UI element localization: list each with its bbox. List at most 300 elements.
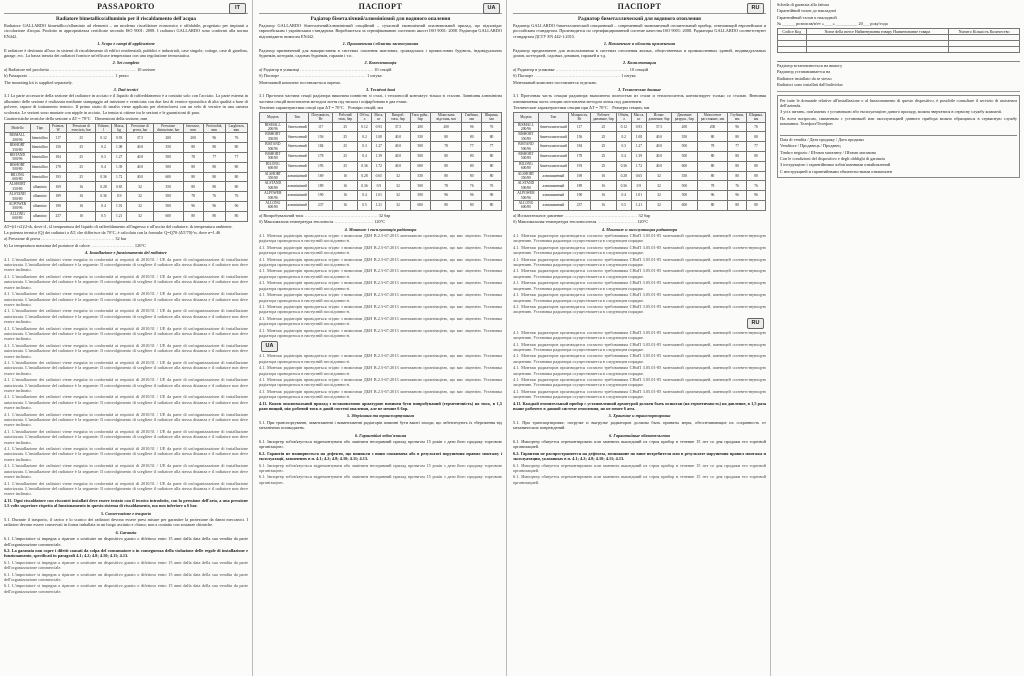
page-title-it: PASSAPORTO: [97, 2, 155, 11]
table-cell: 1.27: [372, 142, 386, 152]
table-cell: 1.21: [372, 201, 386, 211]
section-text: 5.1. При транспортуванні, завантаженні і вивантаженні радіаторів повинні бути вжиті заходи, що забезпечують їх збереження від механічних пошкоджень.: [259, 419, 502, 431]
kit-note: The mounting kit is supplied separately.: [4, 79, 73, 85]
table-cell: BISHORT 500/80: [260, 151, 287, 161]
table-row: [514, 132, 766, 142]
table-cell: 200: [153, 133, 183, 143]
kit-note: Монтажний комплект поставляється окремо.: [259, 79, 342, 85]
table-cell: биметаллический: [538, 161, 568, 171]
table-cell: 600: [672, 201, 698, 211]
section-heading: 6. Garanzia: [115, 529, 137, 535]
table-cell: 32: [646, 191, 671, 201]
language-badge-ua-2: UA: [261, 341, 278, 352]
table-cell: 25: [333, 132, 357, 142]
table-cell: 80: [747, 201, 766, 211]
language-badge-ru-2: RU: [747, 318, 764, 329]
table-cell: 117: [308, 122, 333, 132]
table-header-cell: Profondità, mm: [203, 123, 225, 133]
table-row: [514, 171, 766, 181]
section-heading: 2. Комплектація: [364, 60, 397, 66]
table-header-cell: Міжосьова відстань, мм: [430, 112, 461, 122]
table-cell: 0.28: [616, 171, 631, 181]
table-cell: 117: [568, 122, 590, 132]
table-cell: 80: [482, 201, 502, 211]
table-cell: 16: [333, 171, 357, 181]
table-cell: 0.36: [96, 172, 112, 182]
table-cell: 16: [67, 202, 96, 212]
table-cell: 178: [49, 162, 66, 172]
table-cell: 77: [747, 142, 766, 152]
table-cell: 78: [697, 142, 728, 152]
table-cell: 0.2: [616, 132, 631, 142]
table-cell: 80: [697, 171, 728, 181]
table-cell: 1.08: [372, 132, 386, 142]
signature-line: Venditore / Продавець / Продавец: [780, 143, 841, 149]
table-cell: 1.21: [112, 211, 127, 221]
table-caption: Технические характеристики секции при ΔT = 70°C Размеры секции, мм: [513, 105, 650, 111]
table-header-cell: Глубина, мм: [728, 112, 747, 122]
table-cell: ALSTAND 500/80: [260, 181, 287, 191]
table-cell: біметалевий: [286, 132, 308, 142]
table-cell: 16: [591, 171, 617, 181]
table-header-cell: Объём, л: [616, 112, 631, 122]
section-text: 6.1. Імпортер зобов'язується відремонтувати або замінити несправний прилад протягом 15 років з дати його продажу торговою організацією.: [259, 439, 502, 450]
table-cell: 184: [49, 152, 66, 162]
signature-line: Data di vendita / Дата продажу / Дата продажи: [780, 136, 864, 142]
table-cell: 200: [672, 122, 698, 132]
table-cell: 77: [728, 142, 747, 152]
table-cell: 16: [591, 191, 617, 201]
section-heading: 1. Scopo e campi di applicazione: [97, 41, 155, 47]
table-cell: 0.4: [96, 202, 112, 212]
table-header-cell: Massa, kg: [112, 123, 127, 133]
table-row: [5, 133, 248, 143]
pressure-line: б) Максимальная температура теплоносителя ……………………… 120°С: [513, 219, 649, 225]
table-cell: 200: [697, 122, 728, 132]
table-cell: 350: [410, 132, 430, 142]
table-cell: 76: [462, 181, 482, 191]
table-cell: 40.0: [386, 161, 410, 171]
formula-text: La potenza termica (Q) dei radiatori a ΔT, che differisce da 70°C, è calcolata con la formula: Q=Q70·(ΔT/70)^n, dove n=1.46: [4, 230, 221, 236]
table-cell: 0.4: [616, 191, 631, 201]
table-cell: 16: [333, 191, 357, 201]
acknowledgement-line: С инструкцией и гарантийными обязательствами ознакомлен: [780, 168, 893, 174]
section-heading: 4. Монтаж и эксплуатация радиатора: [601, 226, 678, 232]
table-row: [5, 143, 248, 153]
table-cell: 80: [183, 172, 203, 182]
table-cell: 78: [430, 181, 461, 191]
table-header-cell: Ширина, мм: [482, 112, 502, 122]
section-text: Il radiatore è destinato all'uso in sistemi di riscaldamento di edifici residenziali, pubblici e industriali, case singole, cottage, case di giardino, garage, ecc. La bassa inerzia dei radiatori fornisce un'efficace temperatura con una regolazione termostatica.: [4, 47, 248, 59]
table-header-cell: Модель: [514, 112, 539, 122]
table-cell: 500: [672, 181, 698, 191]
table-row: [5, 211, 248, 221]
section-heading: 2. Комплектация: [622, 60, 657, 66]
kit-line: b) Passaporto …………………………………………………… 1 pezzo: [4, 73, 129, 79]
table-cell: 1.21: [631, 201, 646, 211]
table-cell: BILONG 600/80: [5, 172, 31, 182]
table-cell: ALSHORT 350/80: [514, 171, 539, 181]
table-header-cell: Межосевое расстояние, мм: [697, 112, 728, 122]
table-cell: 40.0: [127, 172, 153, 182]
table-cell: 0.65: [372, 171, 386, 181]
table-cell: 80: [747, 161, 766, 171]
table-cell: 96: [203, 133, 225, 143]
table-cell: біметалевий: [286, 161, 308, 171]
table-cell: 500: [410, 191, 430, 201]
table-cell: 25: [333, 142, 357, 152]
table-cell: 16: [333, 201, 357, 211]
table-cell: 1.72: [372, 161, 386, 171]
table-cell: 0.93: [631, 122, 646, 132]
table-cell: 25: [333, 122, 357, 132]
table-row: [260, 161, 502, 171]
table-row: [5, 202, 248, 212]
table-cell: 96: [482, 191, 502, 201]
subtitle-ru: Радиатор биметаллический для водяного отопления: [578, 16, 701, 22]
table-cell: 0.36: [96, 192, 112, 202]
table-row: [5, 192, 248, 202]
kit-line: a) Radiatore nel pacchetto …………………………………………………… 10 sezione: [4, 66, 156, 72]
table-cell: 1.39: [372, 151, 386, 161]
section-heading: 4. Монтаж і експлуатація радіатора: [344, 226, 417, 232]
table-cell: алюмінієвий: [286, 201, 308, 211]
table-cell: 76: [225, 192, 247, 202]
table-cell: алюминиевый: [538, 201, 568, 211]
kit-note: Монтажный комплект поставляется отдельно.: [513, 79, 598, 85]
section-heading: 6. Гарантийные обязательства: [609, 432, 670, 438]
table-cell: 0.12: [616, 122, 631, 132]
table-cell: 500: [672, 191, 698, 201]
table-cell: 0.36: [357, 161, 371, 171]
important-note: 6.2. La garanzia non copre i difetti causati da colpa del consumatore o in conseguenza della violazione delle regole di installazione e funzionamento, specificati in paragrafi 4.1; 4.2; 4.8; 4.10; 4.11; 4.13.: [4, 547, 248, 559]
table-cell: bimetallico: [30, 162, 49, 172]
table-cell: 76: [482, 122, 502, 132]
table-cell: 40.0: [386, 142, 410, 152]
table-cell: 40.0: [646, 132, 671, 142]
table-cell: ALSTAND 500/80: [5, 192, 31, 202]
table-cell: 156: [49, 143, 66, 153]
table-cell: 32: [646, 201, 671, 211]
table-cell: BILONG 600/80: [514, 161, 539, 171]
table-cell: 25: [67, 143, 96, 153]
table-cell: 0.3: [616, 142, 631, 152]
table-cell: 80: [225, 182, 247, 192]
table-header-cell: Об'єм, л: [357, 112, 371, 122]
table-header-cell: Pressione distruzione, bar: [153, 123, 183, 133]
kit-line: б) Паспорт …………………………………………………… 1 штука: [259, 73, 382, 79]
table-cell: 600: [672, 161, 698, 171]
table-cell: 500: [410, 151, 430, 161]
pressure-line: а) Испытательное давление …………………………………………… 32 бар: [513, 212, 651, 218]
table-cell: 32: [386, 171, 410, 181]
table-cell: 37.5: [646, 122, 671, 132]
table-header-cell: Испыт. давление, бар: [646, 112, 671, 122]
table-cell: BISHORT 500/80: [5, 162, 31, 172]
table-header-cell: Глибина, мм: [462, 112, 482, 122]
table-row: [260, 201, 502, 211]
pressure-line: b) La temperatura massima del portatore di calore ………………………… 120°C: [4, 242, 146, 248]
important-note: 4.11. Кожен опалювальний прилад з встановленою арматурою повинен бути випробуваний (герметичність) на тиск, в 1,5 рази вищий, ніж робочий тиск в даній системі опалення, але не менше 6 бар.: [259, 400, 502, 411]
table-header-cell: Потужність, Вт: [308, 112, 333, 122]
table-cell: bimetallico: [30, 133, 49, 143]
table-cell: 78: [183, 152, 203, 162]
section-text: 3.1 Проточна частина секції радіатора виконана повністю зі сталі, і теплоносій контактує тільки зі сталлю. Зовнішня алюмінієва частина секцій виготовлена методом лиття під тиском і пофарбована в два етапи.: [259, 93, 502, 104]
table-row: [5, 182, 248, 192]
table-cell: 190: [568, 191, 590, 201]
table-cell: 0.2: [96, 143, 112, 153]
table-cell: BILONG 600/80: [260, 161, 287, 171]
table-cell: 189: [49, 192, 66, 202]
table-cell: alluminio: [30, 202, 49, 212]
table-cell: 169: [308, 171, 333, 181]
table-cell: алюмінієвий: [286, 191, 308, 201]
passport-russian: ПАСПОРТ RU Радиатор биметаллический для водяного отопления Радиатор GALLARDO биметаллический секционный – современный экономичный отопительный прибор, отвечающий европейским и российским стандартам. Производится по сертифицированной системе качества ISO 9001: 2008. Радиаторы GALLARDO соответствуют стандартам ДСТУ ЕN 442-1:2015. 1. Назначение и область применения Радиатор предназначен для использования в системах отопления жилых, общественных и промышленных зданий, индивидуальных домов, коттеджей, садовых домиков, гаражей и т.д. 2. Комплектация а) Радиатор в упаковке …………………………………………… 10 секций б) Паспорт …………………………………………………… 1 штука Монтажный комплект поставляется отдельно. 3. Технические данные 3.1 Проточная часть секции радиатора выполнена полностью из стали и теплоноситель контактирует только со сталью. Внешняя алюминиевая часть секции изготовлена методом литья под давлением. Технические характеристики секции при ΔT = 70°C Размеры секции, мм Модель Тип Мощность, Вт Рабочее давление, бар Объём, л Масса, кг Испыт. давление, бар Давление разруш., бар Межосевое расстояние, мм Глубина, мм Ширина, мм BISMALL 200/96 биметаллический 117 25 0.12 0.93 37.5 200 200 96 76 BISHORT 350/80 биметаллический 156 25 0.2 1.08 40.0 350 80 80 80 BISTAND 500/96 биметаллический 184 25 0.3 1.27 40.0 500 78 77 77 BISHORT 500/80 биметаллический 178 25 0.4 1.39 40.0 500 80 80 80 BILONG 600/80 биметаллический 193 25 0.36 1.72 40.0 600 80 80 80 ALSHORT 350/80 алюминиевый 169 16 0.28 0.65 32 350 80 80 80 ALSTAND 500/80 алюминиевый 189 16 0.36 0.9 32 500 78 76 76 ALPOWER 500/96 алюминиевый 190 16 0.4 1.01 32 500 96 96 96 ALLONG 600/80 алюминиевый 237 16 0.5 1.21 32 600 80 80 80 а) Испытательное давление …………………………………………… 32 бар б) Максимальная температура теплоносителя ……………………… 120°С 4. Монтаж и эксплуатация радиатора 4.1. Монтаж радиаторов производится согласно требованиям СНиП 3.05.01-85 монтажной организацией, имеющей соответствующую лицензию. Установка радиатора осуществляется в следующем порядке. 4.1. Монтаж радиаторов производится согласно требованиям СНиП 3.05.01-85 монтажной организацией, имеющей соответствующую лицензию. Установка радиатора осуществляется в следующем порядке. 4.1. Монтаж радиаторов производится согласно требованиям СНиП 3.05.01-85 монтажной организацией, имеющей соответствующую лицензию. Установка радиатора осуществляется в следующем порядке. 4.1. Монтаж радиаторов производится согласно требованиям СНиП 3.05.01-85 монтажной организацией, имеющей соответствующую лицензию. Установка радиатора осуществляется в следующем порядке. 4.1. Монтаж радиаторов производится согласно требованиям СНиП 3.05.01-85 монтажной организацией, имеющей соответствующую лицензию. Установка радиатора осуществляется в следующем порядке. 4.1. Монтаж радиаторов производится согласно требованиям СНиП 3.05.01-85 монтажной организацией, имеющей соответствующую лицензию. Установка радиатора осуществляется в следующем порядке. 4.1. Монтаж радиаторов производится согласно требованиям СНиП 3.05.01-85 монтажной организацией, имеющей соответствующую лицензию. Установка радиатора осуществляется в следующем порядке. RU 4.1. Монтаж радиаторов производится согласно требованиям СНиП 3.05.01-85 монтажной организацией, имеющей соответствующую лицензию. Установка радиатора осуществляется в следующем порядке. 4.1. Монтаж радиаторов производится согласно требованиям СНиП 3.05.01-85 монтажной организацией, имеющей соответствующую лицензию. Установка радиатора осуществляется в следующем порядке. 4.1. Монтаж радиаторов производится согласно требованиям СНиП 3.05.01-85 монтажной организацией, имеющей соответствующую лицензию. Установка радиатора осуществляется в следующем порядке. 4.1. Монтаж радиаторов производится согласно требованиям СНиП 3.05.01-85 монтажной организацией, имеющей соответствующую лицензию. Установка радиатора осуществляется в следующем порядке. 4.1. Монтаж радиаторов производится согласно требованиям СНиП 3.05.01-85 монтажной организацией, имеющей соответствующую лицензию. Установка радиатора осуществляется в следующем порядке. 4.1. Монтаж радиаторов производится согласно требованиям СНиП 3.05.01-85 монтажной организацией, имеющей соответствующую лицензию. Установка радиатора осуществляется в следующем порядке. 4.11. Каждый отопительный прибор с установленной арматурой должен быть испытан (на герметичность) на давление, в 1,5 раза выше рабочего в данной системе отопления, но не менее 6 атм. 5. Хранение и транспортировка 5.1. При транспортировке, погрузке и выгрузке радиаторов должны быть приняты меры, обеспечивающие их сохранность от механических повреждений. 6. Гарантийные обязательства 6.1. Импортер обязуется отремонтировать или заменить вышедший из строя прибор в течение 15 лет со дня продажи его торговой организацией. 6.2. Гарантия не распространяется на дефекты, возникшие по вине потребителя или в результате нарушения правил монтажа и эксплуатации, указанных в п. 4.1; 4.2; 4.8; 4.10; 4.11; 4.13. 6.1. Импортер обязуется отремонтировать или заменить вышедший из строя прибор в течение 15 лет со дня продажи его торговой организацией. 6.1. Импортер обязуется отремонтировать или заменить вышедший из строя прибор в течение 15 лет со дня продажи его торговой организацией.: [509, 0, 771, 676]
table-cell: 80: [225, 211, 247, 221]
table-cell: 0.28: [357, 171, 371, 181]
table-cell: 1.39: [112, 162, 127, 172]
table-cell: 184: [308, 142, 333, 152]
table-cell: 500: [153, 192, 183, 202]
subtitle-it: Radiatore bimetallico/alluminio per il riscaldamento dell'acqua: [55, 16, 196, 22]
table-row: [514, 142, 766, 152]
table-header-cell: Мощность, Вт: [568, 112, 590, 122]
table-cell: 0.5: [96, 211, 112, 221]
table-cell: 80: [747, 171, 766, 181]
table-row: [514, 191, 766, 201]
table-cell: 77: [203, 152, 225, 162]
table-cell: 600: [153, 172, 183, 182]
table-cell: 600: [410, 161, 430, 171]
table-header-cell: Pressione di esercizio, bar: [67, 123, 96, 133]
table-cell: 25: [67, 133, 96, 143]
table-cell: 1.39: [631, 151, 646, 161]
table-cell: 76: [747, 122, 766, 132]
table-cell: 40.0: [127, 152, 153, 162]
table-header-cell: Pressione di prova, bar: [127, 123, 153, 133]
table-cell: 80: [482, 161, 502, 171]
section-text: 5.1. При транспортировке, погрузке и выгрузке радиаторов должны быть приняты меры, обеспечивающие их сохранность от механических повреждений.: [513, 419, 766, 431]
table-header-cell: Interasse, mm: [183, 123, 203, 133]
table-cell: 178: [308, 151, 333, 161]
table-cell: 37.5: [386, 122, 410, 132]
table-cell: 500: [153, 202, 183, 212]
table-row: [260, 191, 502, 201]
table-cell: 600: [153, 211, 183, 221]
table-cell: 16: [67, 211, 96, 221]
table-cell: 40.0: [127, 162, 153, 172]
section-heading: 5. Зберігання та транспортування: [347, 413, 414, 419]
section-heading: 6. Гарантійні зобов'язання: [354, 432, 407, 438]
acknowledgement-line: Сon le condizioni del dispositivo e degli obblighi di garanzia: [780, 155, 885, 161]
table-row: [260, 132, 502, 142]
table-cell: BISHORT 500/80: [514, 151, 539, 161]
table-cell: bimetallico: [30, 152, 49, 162]
table-cell: 156: [568, 132, 590, 142]
table-cell: 25: [333, 161, 357, 171]
warranty-heading: Гарантійний талон до накладної: [777, 8, 837, 14]
invoice-number-line: № ______ розписав/в/ет «____» __________ 20___ року/года: [777, 21, 888, 27]
table-cell: 96: [462, 122, 482, 132]
table-cell: 16: [591, 201, 617, 211]
table-cell: биметаллический: [538, 142, 568, 152]
table-cell: 25: [67, 172, 96, 182]
table-header-cell: Nome della merce Найменування товару Наименование товара: [806, 28, 949, 34]
table-cell: 77: [462, 142, 482, 152]
table-cell: 500: [410, 142, 430, 152]
table-row: [514, 161, 766, 171]
table-cell: 0.5: [616, 201, 631, 211]
body-text-block: 4.1. Монтаж радіаторів проводиться згідно з вимогами ДБН В.2.5-67:2013 монтажною організацією, що має ліцензію. Установка радіатора проводиться в наступній послідовності. 4.1. Монтаж радіаторів проводиться згідно з вимогами ДБН В.2.5-67:2013 монтажною організацією, що має ліцензію. Установка радіатора проводиться в наступній послідовності. 4.1. Монтаж радіаторів проводиться згідно з вимогами ДБН В.2.5-67:2013 монтажною організацією, що має ліцензію. Установка радіатора проводиться в наступній послідовності. 4.1. Монтаж радіаторів проводиться згідно з вимогами ДБН В.2.5-67:2013 монтажною організацією, що має ліцензію. Установка радіатора проводиться в наступній послідовності. 4.1. Монтаж радіаторів проводиться згідно з вимогами ДБН В.2.5-67:2013 монтажною організацією, що має ліцензію. Установка радіатора проводиться в наступній послідовності. 4.1. Монтаж радіаторів проводиться згідно з вимогами ДБН В.2.5-67:2013 монтажною організацією, що має ліцензію. Установка радіатора проводиться в наступній послідовності. 4.1. Монтаж радіаторів проводиться згідно з вимогами ДБН В.2.5-67:2013 монтажною організацією, що має ліцензію. Установка радіатора проводиться в наступній послідовності. 4.1. Монтаж радіаторів проводиться згідно з вимогами ДБН В.2.5-67:2013 монтажною організацією, що має ліцензію. Установка радіатора проводиться в наступній послідовності. 4.1. Монтаж радіаторів проводиться згідно з вимогами ДБН В.2.5-67:2013 монтажною організацією, що має ліцензію. Установка радіатора проводиться в наступній послідовності.: [259, 233, 502, 338]
table-cell: 80: [430, 201, 461, 211]
table-cell: 32: [127, 211, 153, 221]
table-header-cell: Давление разруш., бар: [672, 112, 698, 122]
table-cell: ALPOWER 500/96: [5, 202, 31, 212]
table-cell: 1.01: [112, 202, 127, 212]
table-cell: 193: [308, 161, 333, 171]
table-header-cell: Масса, кг: [631, 112, 646, 122]
section-text: 6.1. L'importatore si impegna a riparare o sostituire un dispositivo guasto o difettoso entro 15 anni dalla data della sua vendita da parte dell'organizzazione commerciale.: [4, 536, 248, 547]
table-cell: 77: [482, 142, 502, 152]
table-cell: 80: [462, 161, 482, 171]
installation-note: Радіатор встановлюється на вимогу: [777, 63, 843, 69]
table-cell: 0.4: [616, 151, 631, 161]
table-cell: биметаллический: [538, 122, 568, 132]
header-ru: [513, 2, 766, 14]
table-header-cell: Випроб. тиск, бар: [386, 112, 410, 122]
table-cell: 0.4: [357, 191, 371, 201]
table-header-cell: Тиск руйн., бар: [411, 112, 429, 122]
table-cell: 76: [482, 181, 502, 191]
table-cell: 25: [67, 162, 96, 172]
table-cell: ALLONG 600/80: [260, 201, 287, 211]
table-cell: 16: [591, 181, 617, 191]
section-heading: 3. Технічні дані: [365, 87, 396, 93]
section-text: 3.1 La parte accessorie della sezione del radiatore in acciaio e il liquido di raffreddamento è a contatto solo con l'acciaio. La parte esterna in alluminio delle sezione è realizzata mediante stampaggio ad iniezione e verniciata con due fasi di vernice epossidica di alta qualità a base di polvere, capace di trattamento termico. Il primo strato di smalto viene applicato per elettroforesi con un velo di vernice in una camera scolorata. Le sezioni sono montate con nipple in acciaio. La tenuta si ottiene tra le sezioni e le guarnizioni di para.: [4, 93, 248, 115]
installation-note: Радиатор устанавливается на: [777, 69, 831, 75]
table-cell: 40.0: [127, 143, 153, 153]
table-row: [5, 152, 248, 162]
table-cell: 500: [153, 152, 183, 162]
table-cell: 500: [672, 142, 698, 152]
table-cell: биметаллический: [538, 151, 568, 161]
table-cell: ALLONG 600/80: [5, 211, 31, 221]
table-cell: 80: [430, 132, 461, 142]
table-cell: 237: [49, 211, 66, 221]
passport-italian: PASSAPORTO IT Radiatore bimetallico/alluminio per il riscaldamento dell'acqua Radiatore GALLARDO bimetallico/alluminio ad elementi – un moderno riscaldatore economico e affidabile, progettato per impianti a circolazione d'acqua. Prodotto in appropriatezza certificate secondo ISO 9001: 2008. I radiatori GALLARDO sono conformi alla norma EN442. 1. Scopo e campi di applicazione Il radiatore è destinato all'uso in sistemi di riscaldamento di edifici residenziali, pubblici e industriali, case singole, cottage, case di giardino, garage, ecc. La bassa inerzia dei radiatori fornisce un'efficace temperatura con una regolazione termostatica. 2. Set completo a) Radiatore nel pacchetto …………………………………………………… 10 sezione b) Passaporto …………………………………………………… 1 pezzo The mounting kit is supplied separately. 3. Dati tecnici 3.1 La parte accessorie della sezione del radiatore in acciaio e il liquido di raffreddamento è a contatto solo con l'acciaio. La parte esterna in alluminio delle sezione è realizzata mediante stampaggio ad iniezione e verniciata con due fasi di vernice epossidica di alta qualità a base di polvere, capace di trattamento termico. Il primo strato di smalto viene applicato per elettroforesi con un velo di vernice in una camera scolorata. Le sezioni sono montate con nipple in acciaio. La tenuta si ottiene tra le sezioni e le guarnizioni di para. Caratteristiche tecniche della sezione a ΔT = 70°C Dimensioni della sezione, mm Modello Tipo Potenza, W Pressione di esercizio, bar Volume, l Massa, kg Pressione di prova, bar Pressione distruzione, bar Interasse, mm Profondità, mm Larghezza, mm BISMALL 200/96 bimetallico 117 25 0.12 0.93 37.5 200 200 96 76 BISHORT 350/80 bimetallico 156 25 0.2 1.08 40.0 350 80 80 80 BISTAND 500/96 bimetallico 184 25 0.3 1.27 40.0 500 78 77 77 BISHORT 500/80 bimetallico 178 25 0.4 1.39 40.0 500 80 80 80 BILONG 600/80 bimetallico 193 25 0.36 1.72 40.0 600 80 80 80 ALSHORT 350/80 alluminio 169 16 0.28 0.65 32 350 80 80 80 ALSTAND 500/80 alluminio 189 16 0.36 0.9 32 500 78 76 76 ALPOWER 500/96 alluminio 190 16 0.4 1.01 32 500 96 96 96 ALLONG 600/80 alluminio 237 16 0.5 1.21 32 600 80 80 80 ΔT=(t1+t2)/2-tk, dove t1, t2 temperatura del liquido di raffreddamento all'ingresso e all'uscita del radiatore, tk temperatura ambiente. La potenza termica (Q) dei radiatori a ΔT, che differisce da 70°C, è calcolata con la formula: Q=Q70·(ΔT/70)^n, dove n=1.46 a) Pressione di prova …………………………………………… 32 bar b) La temperatura massima del portatore di calore ………………………… 120°C 4. Installazione e funzionamento del radiatore 4.1. L'installazione dei radiatori viene eseguita in conformità ai requisiti di 2010/31 / UE da parte di un'organizzazione di installazione autorizzata. L'installazione del radiatore è la seguente: Il coinvolgimento di scegliere il radiatore alla stessa distanza e il radiatore non deve essere inclinato. 4.1. L'installazione dei radiatori viene eseguita in conformità ai requisiti di 2010/31 / UE da parte di un'organizzazione di installazione autorizzata. L'installazione del radiatore è la seguente: Il coinvolgimento di scegliere il radiatore alla stessa distanza e il radiatore non deve essere inclinato. 4.1. L'installazione dei radiatori viene eseguita in conformità ai requisiti di 2010/31 / UE da parte di un'organizzazione di installazione autorizzata. L'installazione del radiatore è la seguente: Il coinvolgimento di scegliere il radiatore alla stessa distanza e il radiatore non deve essere inclinato. 4.1. L'installazione dei radiatori viene eseguita in conformità ai requisiti di 2010/31 / UE da parte di un'organizzazione di installazione autorizzata. L'installazione del radiatore è la seguente: Il coinvolgimento di scegliere il radiatore alla stessa distanza e il radiatore non deve essere inclinato. 4.1. L'installazione dei radiatori viene eseguita in conformità ai requisiti di 2010/31 / UE da parte di un'organizzazione di installazione autorizzata. L'installazione del radiatore è la seguente: Il coinvolgimento di scegliere il radiatore alla stessa distanza e il radiatore non deve essere inclinato. 4.1. L'installazione dei radiatori viene eseguita in conformità ai requisiti di 2010/31 / UE da parte di un'organizzazione di installazione autorizzata. L'installazione del radiatore è la seguente: Il coinvolgimento di scegliere il radiatore alla stessa distanza e il radiatore non deve essere inclinato. 4.1. L'installazione dei radiatori viene eseguita in conformità ai requisiti di 2010/31 / UE da parte di un'organizzazione di installazione autorizzata. L'installazione del radiatore è la seguente: Il coinvolgimento di scegliere il radiatore alla stessa distanza e il radiatore non deve essere inclinato. 4.1. L'installazione dei radiatori viene eseguita in conformità ai requisiti di 2010/31 / UE da parte di un'organizzazione di installazione autorizzata. L'installazione del radiatore è la seguente: Il coinvolgimento di scegliere il radiatore alla stessa distanza e il radiatore non deve essere inclinato. 4.1. L'installazione dei radiatori viene eseguita in conformità ai requisiti di 2010/31 / UE da parte di un'organizzazione di installazione autorizzata. L'installazione del radiatore è la seguente: Il coinvolgimento di scegliere il radiatore alla stessa distanza e il radiatore non deve essere inclinato. 4.1. L'installazione dei radiatori viene eseguita in conformità ai requisiti di 2010/31 / UE da parte di un'organizzazione di installazione autorizzata. L'installazione del radiatore è la seguente: Il coinvolgimento di scegliere il radiatore alla stessa distanza e il radiatore non deve essere inclinato. 4.1. L'installazione dei radiatori viene eseguita in conformità ai requisiti di 2010/31 / UE da parte di un'organizzazione di installazione autorizzata. L'installazione del radiatore è la seguente: Il coinvolgimento di scegliere il radiatore alla stessa distanza e il radiatore non deve essere inclinato. 4.1. L'installazione dei radiatori viene eseguita in conformità ai requisiti di 2010/31 / UE da parte di un'organizzazione di installazione autorizzata. L'installazione del radiatore è la seguente: Il coinvolgimento di scegliere il radiatore alla stessa distanza e il radiatore non deve essere inclinato. 4.1. L'installazione dei radiatori viene eseguita in conformità ai requisiti di 2010/31 / UE da parte di un'organizzazione di installazione autorizzata. L'installazione del radiatore è la seguente: Il coinvolgimento di scegliere il radiatore alla stessa distanza e il radiatore non deve essere inclinato. 4.1. L'installazione dei radiatori viene eseguita in conformità ai requisiti di 2010/31 / UE da parte di un'organizzazione di installazione autorizzata. L'installazione del radiatore è la seguente: Il coinvolgimento di scegliere il radiatore alla stessa distanza e il radiatore non deve essere inclinato. 4.11. Ogni riscaldatore con riscontri installati deve essere testato con il tecnico introdotto, con la pressione dell'aria, a una pressione 1.5 volte superiore rispetto al funzionamento in questo sistema di riscaldamento, ma non inferiore a 6 bar. 5. Conservazione e trasporto 5.1. Durante il trasporto, il carico e lo scarico dei radiatori devono essere presi misure per garantire la protezione da danni meccanici. I radiatori devono essere conservati in forma imballata in un luogo asciutto e chiuso, non a contatto con sostanze chimiche. 6. Garanzia 6.1. L'importatore si impegna a riparare o sostituire un dispositivo guasto o difettoso entro 15 anni dalla data della sua vendita da parte dell'organizzazione commerciale. 6.2. La garanzia non copre i difetti causati da colpa del consumatore o in conseguenza della violazione delle regole di installazione e funzionamento, specificati in paragrafi 4.1; 4.2; 4.8; 4.10; 4.11; 4.13. 6.1. L'importatore si impegna a riparare o sostituire un dispositivo guasto o difettoso entro 15 anni dalla data della sua vendita da parte dell'organizzazione commerciale. 6.1. L'importatore si impegna a riparare o sostituire un dispositivo guasto o difettoso entro 15 anni dalla data della sua vendita da parte dell'organizzazione commerciale. 6.1. L'importatore si impegna a riparare o sostituire un dispositivo guasto o difettoso entro 15 anni dalla data della sua vendita da parte dell'organizzazione commerciale.: [0, 0, 253, 676]
table-cell: 80: [482, 151, 502, 161]
table-cell: 25: [591, 161, 617, 171]
table-cell: 237: [308, 201, 333, 211]
table-cell: 80: [697, 132, 728, 142]
table-cell: 0.36: [616, 161, 631, 171]
table-cell: 80: [203, 211, 225, 221]
table-row: [260, 171, 502, 181]
language-badge-it: IT: [229, 3, 246, 14]
table-cell: 0.65: [631, 171, 646, 181]
body-text-block: 4.1. L'installazione dei radiatori viene eseguita in conformità ai requisiti di 2010/31 / UE da parte di un'organizzazione di installazione autorizzata. L'installazione del radiatore è la seguente: Il coinvolgimento di scegliere il radiatore alla stessa distanza e il radiatore non deve essere inclinato. 4.1. L'installazione dei radiatori viene eseguita in conformità ai requisiti di 2010/31 / UE da parte di un'organizzazione di installazione autorizzata. L'installazione del radiatore è la seguente: Il coinvolgimento di scegliere il radiatore alla stessa distanza e il radiatore non deve essere inclinato. 4.1. L'installazione dei radiatori viene eseguita in conformità ai requisiti di 2010/31 / UE da parte di un'organizzazione di installazione autorizzata. L'installazione del radiatore è la seguente: Il coinvolgimento di scegliere il radiatore alla stessa distanza e il radiatore non deve essere inclinato. 4.1. L'installazione dei radiatori viene eseguita in conformità ai requisiti di 2010/31 / UE da parte di un'organizzazione di installazione autorizzata. L'installazione del radiatore è la seguente: Il coinvolgimento di scegliere il radiatore alla stessa distanza e il radiatore non deve essere inclinato. 4.1. L'installazione dei radiatori viene eseguita in conformità ai requisiti di 2010/31 / UE da parte di un'organizzazione di installazione autorizzata. L'installazione del radiatore è la seguente: Il coinvolgimento di scegliere il radiatore alla stessa distanza e il radiatore non deve essere inclinato. 4.1. L'installazione dei radiatori viene eseguita in conformità ai requisiti di 2010/31 / UE da parte di un'organizzazione di installazione autorizzata. L'installazione del radiatore è la seguente: Il coinvolgimento di scegliere il radiatore alla stessa distanza e il radiatore non deve essere inclinato. 4.1. L'installazione dei radiatori viene eseguita in conformità ai requisiti di 2010/31 / UE da parte di un'organizzazione di installazione autorizzata. L'installazione del radiatore è la seguente: Il coinvolgimento di scegliere il radiatore alla stessa distanza e il radiatore non deve essere inclinato. 4.1. L'installazione dei radiatori viene eseguita in conformità ai requisiti di 2010/31 / UE da parte di un'organizzazione di installazione autorizzata. L'installazione del radiatore è la seguente: Il coinvolgimento di scegliere il radiatore alla stessa distanza e il radiatore non deve essere inclinato. 4.1. L'installazione dei radiatori viene eseguita in conformità ai requisiti di 2010/31 / UE da parte di un'organizzazione di installazione autorizzata. L'installazione del radiatore è la seguente: Il coinvolgimento di scegliere il radiatore alla stessa distanza e il radiatore non deve essere inclinato. 4.1. L'installazione dei radiatori viene eseguita in conformità ai requisiti di 2010/31 / UE da parte di un'organizzazione di installazione autorizzata. L'installazione del radiatore è la seguente: Il coinvolgimento di scegliere il radiatore alla stessa distanza e il radiatore non deve essere inclinato. 4.1. L'installazione dei radiatori viene eseguita in conformità ai requisiti di 2010/31 / UE da parte di un'organizzazione di installazione autorizzata. L'installazione del radiatore è la seguente: Il coinvolgimento di scegliere il radiatore alla stessa distanza e il radiatore non deve essere inclinato. 4.1. L'installazione dei radiatori viene eseguita in conformità ai requisiti di 2010/31 / UE da parte di un'organizzazione di installazione autorizzata. L'installazione del radiatore è la seguente: Il coinvolgimento di scegliere il radiatore alla stessa distanza e il radiatore non deve essere inclinato. 4.1. L'installazione dei radiatori viene eseguita in conformità ai requisiti di 2010/31 / UE da parte di un'organizzazione di installazione autorizzata. L'installazione del radiatore è la seguente: Il coinvolgimento di scegliere il radiatore alla stessa distanza e il radiatore non deve essere inclinato. 4.1. L'installazione dei radiatori viene eseguita in conformità ai requisiti di 2010/31 / UE da parte di un'organizzazione di installazione autorizzata. L'installazione del radiatore è la seguente: Il coinvolgimento di scegliere il radiatore alla stessa distanza e il radiatore non deve essere inclinato.: [4, 256, 248, 497]
table-cell: 600: [410, 201, 430, 211]
installation-note: Radiatori sono installati dall'individuo: [777, 82, 843, 88]
table-cell: 200: [430, 122, 461, 132]
table-cell: 350: [672, 171, 698, 181]
important-note: 6.2. Гарантія не поширюється на дефекти, що виникли з вини споживача або в результаті порушення правил монтажу і експлуатації, зазначених в п. 4.1; 4.2; 4.8; 4.10; 4.11; 4.13.: [259, 450, 502, 462]
table-cell: 156: [308, 132, 333, 142]
table-header-cell: Numero Кількість Количество: [949, 28, 1020, 34]
table-cell: BISMALL 200/96: [260, 122, 287, 132]
table-header-cell: Робочий тиск, бар: [333, 112, 357, 122]
table-cell: 80: [225, 143, 247, 153]
table-cell: 80: [430, 151, 461, 161]
table-cell: 80: [728, 171, 747, 181]
section-heading: 3. Технические данные: [617, 87, 662, 93]
table-header-cell: Codice Код: [778, 28, 807, 34]
table-cell: 25: [591, 151, 617, 161]
warranty-goods-table: [777, 28, 1020, 53]
table-cell: алюминиевый: [538, 171, 568, 181]
table-cell: 0.3: [96, 152, 112, 162]
table-cell: 193: [568, 161, 590, 171]
table-cell: BISTAND 500/96: [514, 142, 539, 152]
table-cell: 77: [225, 152, 247, 162]
table-cell: 0.9: [112, 192, 127, 202]
section-heading: 5. Conservazione e trasporto: [100, 510, 152, 516]
table-cell: alluminio: [30, 192, 49, 202]
table-cell: alluminio: [30, 182, 49, 192]
table-cell: 80: [183, 211, 203, 221]
table-cell: 80: [728, 161, 747, 171]
important-note: 4.11. Каждый отопительный прибор с установленной арматурой должен быть испытан (на герметичность) на давление, в 1,5 раза выше рабочего в данной системе отопления, но не менее 6 атм.: [513, 400, 766, 411]
table-cell: 200: [410, 122, 430, 132]
table-cell: 200: [183, 133, 203, 143]
section-heading: 2. Set completo: [112, 60, 140, 66]
table-cell: 16: [67, 182, 96, 192]
table-cell: алюмінієвий: [286, 171, 308, 181]
table-cell: 500: [153, 162, 183, 172]
table-cell: 80: [697, 151, 728, 161]
language-badge-ru: RU: [747, 3, 764, 14]
table-cell: 80: [462, 171, 482, 181]
table-header-cell: Тип: [538, 112, 568, 122]
table-cell: 96: [728, 191, 747, 201]
section-text: Радиатор предназначен для использования в системах отопления жилых, общественных и промышленных зданий, индивидуальных домов, коттеджей, садовых домиков, гаражей и т.д.: [513, 47, 766, 59]
table-cell: 80: [225, 162, 247, 172]
table-cell: 0.4: [357, 151, 371, 161]
warranty-heading: Гарантийный талон к накладной: [777, 14, 837, 20]
table-cell: 178: [568, 151, 590, 161]
table-cell: bimetallico: [30, 143, 49, 153]
table-cell: 96: [747, 191, 766, 201]
table-row: [5, 162, 248, 172]
section-heading: 5. Хранение и транспортировка: [608, 413, 671, 419]
table-cell: 190: [49, 202, 66, 212]
pressure-line: a) Pressione di prova …………………………………………… 32 bar: [4, 236, 127, 242]
table-cell: ALLONG 600/80: [514, 201, 539, 211]
table-cell: 350: [672, 132, 698, 142]
table-cell: 193: [49, 172, 66, 182]
table-cell: 96: [225, 202, 247, 212]
section-heading: 1. Призначення і область застосування: [342, 41, 419, 47]
table-cell: 32: [646, 181, 671, 191]
table-header-cell: Larghezza, mm: [225, 123, 247, 133]
table-cell: 189: [568, 181, 590, 191]
table-cell: 1.27: [631, 142, 646, 152]
table-cell: 0.3: [357, 142, 371, 152]
table-cell: ALSHORT 350/80: [260, 171, 287, 181]
table-cell: 190: [308, 191, 333, 201]
table-cell: 80: [203, 162, 225, 172]
body-text-block: 4.1. Монтаж радиаторов производится согласно требованиям СНиП 3.05.01-85 монтажной организацией, имеющей соответствующую лицензию. Установка радиатора осуществляется в следующем порядке. 4.1. Монтаж радиаторов производится согласно требованиям СНиП 3.05.01-85 монтажной организацией, имеющей соответствующую лицензию. Установка радиатора осуществляется в следующем порядке. 4.1. Монтаж радиаторов производится согласно требованиям СНиП 3.05.01-85 монтажной организацией, имеющей соответствующую лицензию. Установка радиатора осуществляется в следующем порядке. 4.1. Монтаж радиаторов производится согласно требованиям СНиП 3.05.01-85 монтажной организацией, имеющей соответствующую лицензию. Установка радиатора осуществляется в следующем порядке. 4.1. Монтаж радиаторов производится согласно требованиям СНиП 3.05.01-85 монтажной организацией, имеющей соответствующую лицензию. Установка радиатора осуществляется в следующем порядке. 4.1. Монтаж радиаторов производится согласно требованиям СНиП 3.05.01-85 монтажной организацией, имеющей соответствующую лицензию. Установка радиатора осуществляется в следующем порядке. 4.1. Монтаж радиаторов производится согласно требованиям СНиП 3.05.01-85 монтажной организацией, имеющей соответствующую лицензию. Установка радиатора осуществляется в следующем порядке.: [513, 233, 766, 315]
